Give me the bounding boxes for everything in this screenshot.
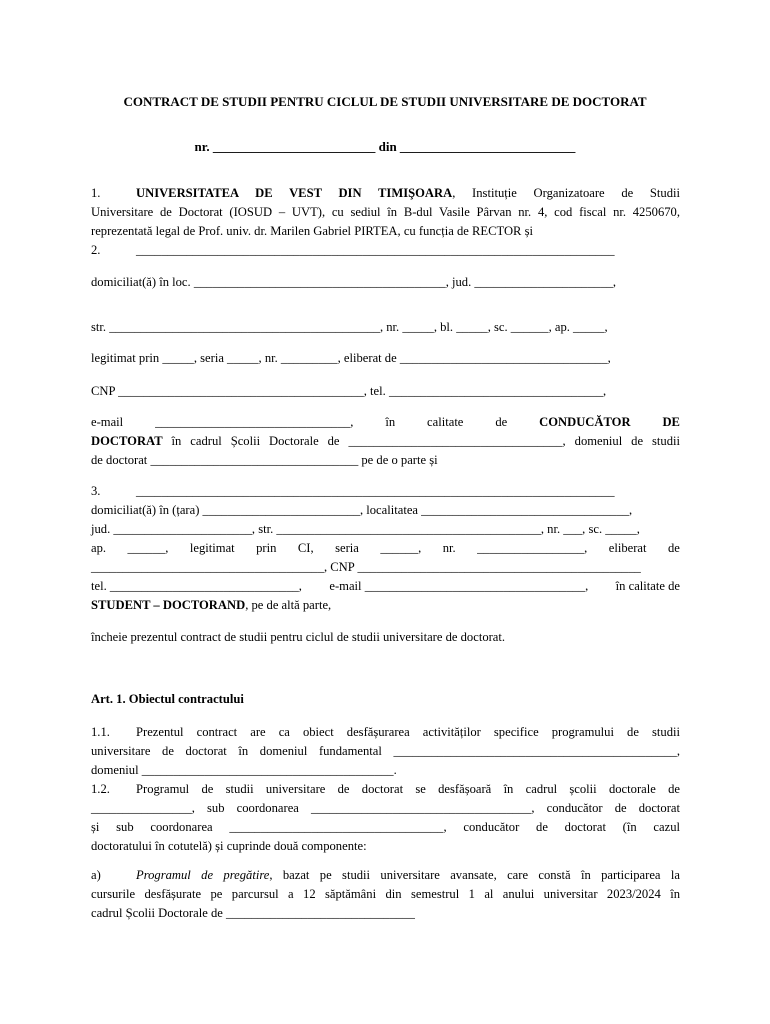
word: ______, — [127, 541, 169, 555]
party-3-line-4: _____________________________________, CNP _____________________________________________ — [91, 560, 641, 574]
party-2-last-line: de doctorat _________________________________ pe de o parte și — [91, 453, 438, 467]
p12-line-1-text: Programul de studii universitare de doctorat se desfășoară în cadrul școlii doctorale de — [136, 782, 680, 796]
p11-number: 1.1. — [91, 725, 110, 739]
party-1-line-2: Universitare de Doctorat (IOSUD – UVT), cu sediul în B-dul Vasile Pârvan nr. 4, cod fiscal nr. 4250670, — [91, 205, 680, 219]
word-calitate: calitate — [427, 415, 464, 429]
pa-number: a) — [91, 868, 101, 882]
document-title: CONTRACT DE STUDII PENTRU CICLUL DE STUDII UNIVERSITARE DE DOCTORAT — [123, 94, 647, 109]
word-in: în — [385, 415, 396, 429]
word: ______, — [380, 541, 422, 555]
party-1-line-3: reprezentată legal de Prof. univ. dr. Marilen Gabriel PIRTEA, cu funcția de RECTOR și — [91, 224, 533, 238]
party-3-line-6 — [91, 596, 680, 615]
party-3-line-1: domiciliat(ă) în (țara) _________________________, localitatea _________________________________, — [91, 503, 633, 517]
party-2-number: 2. — [91, 243, 101, 257]
party-3-calitate: în calitate de — [615, 579, 680, 593]
party-2-domicile: domiciliat(ă) în loc. ________________________________________, jud. ______________________, — [91, 275, 617, 289]
pa-line-3: cadrul Școlii Doctorale de ______________________________ — [91, 906, 415, 920]
word: ap. — [91, 541, 107, 555]
party-1-block — [91, 184, 680, 260]
party-3-line-2: jud. ______________________, str. __________________________________________, nr. ___, sc. _____, — [91, 522, 640, 536]
p12-line-3: și sub coordonarea __________________________________, conducător de doctorat (în cazul — [91, 820, 680, 834]
p11-line-1-text: Prezentul contract are ca obiect desfășurarea activităților specifice programului de studii — [136, 725, 680, 739]
p12-line-2: ________________, sub coordonarea ___________________________________, conducător de doctorat — [91, 801, 680, 815]
p11-line-2: universitare de doctorat în domeniul fundamental _____________________________________________, — [91, 744, 680, 758]
party-2-cnp: CNP _______________________________________, tel. __________________________________, — [91, 384, 607, 398]
pa-italic-title: Programul de pregătire — [136, 868, 270, 882]
party-2-number-line — [91, 241, 680, 260]
party-1-line-1 — [91, 184, 680, 203]
party-2-name-blank: ____________________________________________________________________________ — [136, 243, 615, 257]
p12-number: 1.2. — [91, 782, 110, 796]
party-3-name-blank: ____________________________________________________________________________ — [136, 484, 615, 498]
email-blank: _______________________________, — [155, 415, 354, 429]
word-de: de — [495, 415, 508, 429]
party-2-street: str. ___________________________________________, nr. _____, bl. _____, sc. ______, ap. _____, — [91, 320, 608, 334]
p11-line-3: domeniul ________________________________________. — [91, 763, 397, 777]
pa-line-2: cursurile desfășurate pe parcursul a 12 săptămâni din semestrul 1 al anului universitar 2023/2024 în — [91, 887, 680, 901]
art-1-heading: Art. 1. Obiectul contractului — [91, 692, 244, 706]
word: _________________, — [477, 541, 588, 555]
party-3-line-6-text: , pe de altă parte, — [245, 598, 332, 612]
party-3-line-3 — [91, 539, 680, 558]
party-1-line-1-text: , Instituție Organizatoare de Studii — [452, 186, 681, 200]
party-3-line-5 — [91, 577, 680, 596]
p12-line-1 — [91, 780, 680, 799]
role-de: DE — [662, 415, 680, 429]
word: legitimat — [189, 541, 235, 555]
word: de — [667, 541, 680, 555]
closing-statement: încheie prezentul contract de studii pentru ciclul de studii universitare de doctorat. — [91, 630, 506, 644]
party-2-email-line — [91, 413, 680, 432]
p11-line-1 — [91, 723, 680, 742]
pa-line-1-text: , bazat pe studii universitare avansate, care constă în participarea la — [269, 868, 680, 882]
contract-number-line: nr. _________________________ din ___________________________ — [194, 139, 576, 154]
party-3-block — [91, 482, 680, 615]
art-1-paragraphs — [91, 723, 680, 856]
word: prin — [256, 541, 277, 555]
school-text: în cadrul Școlii Doctorale de __________________________________, domeniul de studii — [162, 434, 680, 448]
word: CI, — [297, 541, 314, 555]
party-1-name: UNIVERSITATEA DE VEST DIN TIMIŞOARA — [136, 186, 453, 200]
party-3-number-line — [91, 482, 680, 501]
email-label: e-mail — [91, 415, 124, 429]
word: nr. — [442, 541, 456, 555]
word: seria — [335, 541, 359, 555]
pa-line-1 — [91, 866, 680, 885]
party-2-role-block — [91, 413, 680, 470]
point-a-block — [91, 866, 680, 923]
party-3-tel: tel. ______________________________, — [91, 579, 302, 593]
party-2-id: legitimat prin _____, seria _____, nr. _________, eliberat de _________________________________, — [91, 351, 611, 365]
party-2-school-line — [91, 432, 680, 451]
party-3-email: e-mail ___________________________________, — [329, 579, 589, 593]
party-3-number: 3. — [91, 484, 101, 498]
role-student-doctorand: STUDENT – DOCTORAND — [91, 598, 246, 612]
role-doctorat: DOCTORAT — [91, 434, 163, 448]
p12-line-4: doctoratului în cotutelă) și cuprinde două componente: — [91, 839, 367, 853]
party-1-number: 1. — [91, 186, 101, 200]
word: eliberat — [608, 541, 647, 555]
role-conducator: CONDUCĂTOR — [539, 415, 631, 429]
